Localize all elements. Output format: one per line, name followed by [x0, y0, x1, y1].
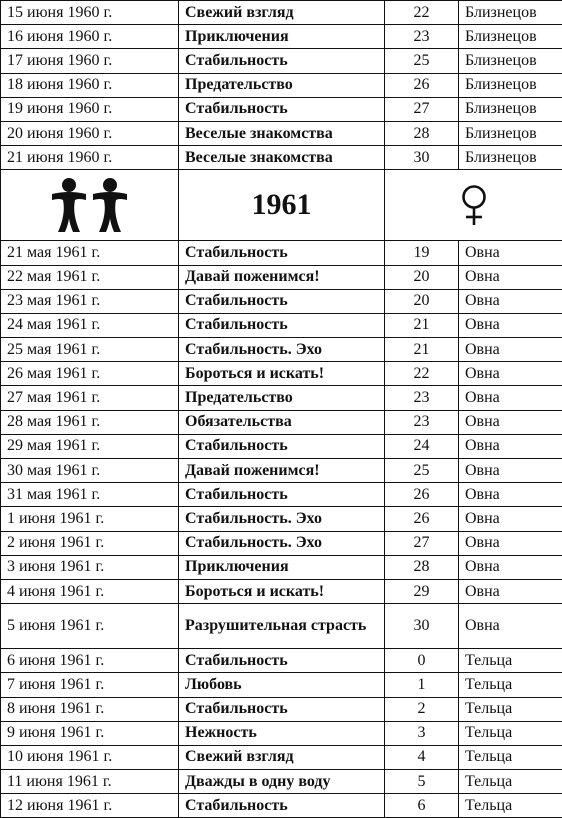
- title-cell: Веселые знакомства: [179, 146, 385, 170]
- table-row: [1, 265, 562, 289]
- date-cell: 25 мая 1961 г.: [1, 338, 179, 362]
- date-cell: 28 мая 1961 г.: [1, 410, 179, 434]
- title-cell: Стабильность: [179, 794, 385, 818]
- number-cell: 6: [385, 794, 459, 818]
- table-row: [1, 483, 562, 507]
- title-cell: Стабильность: [179, 649, 385, 673]
- table-row: [1, 555, 562, 579]
- title-cell: Стабильность: [179, 483, 385, 507]
- rows-1960: [1, 1, 562, 170]
- date-cell: 15 июня 1960 г.: [1, 1, 179, 25]
- date-cell: 17 июня 1960 г.: [1, 49, 179, 73]
- title-cell: Стабильность: [179, 241, 385, 265]
- title-cell: Бороться и искать!: [179, 579, 385, 603]
- title-cell: Стабильность: [179, 49, 385, 73]
- sign-cell: Тельца: [459, 697, 562, 721]
- title-cell: Предательство: [179, 73, 385, 97]
- number-cell: 5: [385, 770, 459, 794]
- title-cell: Стабильность: [179, 289, 385, 313]
- number-cell: 27: [385, 97, 459, 121]
- date-cell: 12 июня 1961 г.: [1, 794, 179, 818]
- title-cell: Стабильность. Эхо: [179, 507, 385, 531]
- date-cell: 11 июня 1961 г.: [1, 770, 179, 794]
- sign-cell: Овна: [459, 386, 562, 410]
- sign-cell: Близнецов: [459, 25, 562, 49]
- sign-cell: Тельца: [459, 649, 562, 673]
- date-cell: 8 июня 1961 г.: [1, 697, 179, 721]
- table-row: [1, 649, 562, 673]
- table-row: [1, 434, 562, 458]
- number-cell: 20: [385, 265, 459, 289]
- date-cell: 29 мая 1961 г.: [1, 434, 179, 458]
- date-cell: 6 июня 1961 г.: [1, 649, 179, 673]
- date-cell: 30 мая 1961 г.: [1, 459, 179, 483]
- table-row: [1, 410, 562, 434]
- title-cell: Стабильность. Эхо: [179, 531, 385, 555]
- sign-cell: Близнецов: [459, 146, 562, 170]
- number-cell: 23: [385, 386, 459, 410]
- sign-cell: Тельца: [459, 745, 562, 769]
- date-cell: 21 мая 1961 г.: [1, 241, 179, 265]
- sign-cell: Близнецов: [459, 121, 562, 145]
- sign-cell: Овна: [459, 265, 562, 289]
- sign-cell: Близнецов: [459, 1, 562, 25]
- sign-cell: Овна: [459, 313, 562, 337]
- number-cell: 2: [385, 697, 459, 721]
- date-cell: 5 июня 1961 г.: [1, 604, 179, 649]
- title-cell: Стабильность. Эхо: [179, 338, 385, 362]
- table-row: [1, 338, 562, 362]
- number-cell: 22: [385, 1, 459, 25]
- table-row: [1, 770, 562, 794]
- sign-cell: Тельца: [459, 721, 562, 745]
- sign-cell: Близнецов: [459, 49, 562, 73]
- table-row: [1, 97, 562, 121]
- table-row: [1, 25, 562, 49]
- table-row: [1, 794, 562, 818]
- number-cell: 30: [385, 604, 459, 649]
- title-cell: Стабильность: [179, 313, 385, 337]
- number-cell: 28: [385, 121, 459, 145]
- title-cell: Любовь: [179, 673, 385, 697]
- table-row: [1, 49, 562, 73]
- gemini-twins-icon: [1, 170, 179, 241]
- title-cell: Нежность: [179, 721, 385, 745]
- table-row: [1, 289, 562, 313]
- year-header-row: [1, 170, 562, 241]
- number-cell: 3: [385, 721, 459, 745]
- table-row: [1, 362, 562, 386]
- table-row: [1, 241, 562, 265]
- number-cell: 23: [385, 25, 459, 49]
- sign-cell: Овна: [459, 241, 562, 265]
- title-cell: Давай поженимся!: [179, 265, 385, 289]
- date-cell: 23 мая 1961 г.: [1, 289, 179, 313]
- number-cell: 30: [385, 146, 459, 170]
- number-cell: 26: [385, 483, 459, 507]
- sign-cell: Овна: [459, 289, 562, 313]
- number-cell: 21: [385, 313, 459, 337]
- title-cell: Стабильность: [179, 697, 385, 721]
- sign-cell: Овна: [459, 555, 562, 579]
- date-cell: 22 мая 1961 г.: [1, 265, 179, 289]
- date-cell: 9 июня 1961 г.: [1, 721, 179, 745]
- table-row: [1, 121, 562, 145]
- title-cell: Стабильность: [179, 434, 385, 458]
- title-cell: Дважды в одну воду: [179, 770, 385, 794]
- sign-cell: Овна: [459, 338, 562, 362]
- number-cell: 25: [385, 49, 459, 73]
- sign-cell: Близнецов: [459, 97, 562, 121]
- title-cell: Приключения: [179, 555, 385, 579]
- sign-cell: Овна: [459, 483, 562, 507]
- sign-cell: Овна: [459, 362, 562, 386]
- title-cell: Веселые знакомства: [179, 121, 385, 145]
- sign-cell: Овна: [459, 434, 562, 458]
- sign-cell: Овна: [459, 579, 562, 603]
- number-cell: 0: [385, 649, 459, 673]
- sign-cell: Овна: [459, 410, 562, 434]
- date-cell: 10 июня 1961 г.: [1, 745, 179, 769]
- rows-1961: [1, 241, 562, 818]
- date-cell: 24 мая 1961 г.: [1, 313, 179, 337]
- date-cell: 4 июня 1961 г.: [1, 579, 179, 603]
- date-cell: 27 мая 1961 г.: [1, 386, 179, 410]
- number-cell: 24: [385, 434, 459, 458]
- number-cell: 29: [385, 579, 459, 603]
- table-row: [1, 386, 562, 410]
- title-cell: Обязательства: [179, 410, 385, 434]
- sign-cell: Тельца: [459, 794, 562, 818]
- number-cell: 23: [385, 410, 459, 434]
- number-cell: 27: [385, 531, 459, 555]
- table-row: [1, 531, 562, 555]
- table-row: [1, 146, 562, 170]
- table-row: [1, 313, 562, 337]
- date-cell: 2 июня 1961 г.: [1, 531, 179, 555]
- number-cell: 20: [385, 289, 459, 313]
- table-row: [1, 73, 562, 97]
- sign-cell: Тельца: [459, 770, 562, 794]
- venus-icon: [385, 170, 562, 241]
- number-cell: 21: [385, 338, 459, 362]
- date-cell: 26 мая 1961 г.: [1, 362, 179, 386]
- title-cell: Разрушительная страсть: [179, 604, 385, 649]
- sign-cell: Овна: [459, 459, 562, 483]
- sign-cell: Тельца: [459, 673, 562, 697]
- sign-cell: Овна: [459, 507, 562, 531]
- table-row: [1, 459, 562, 483]
- number-cell: 19: [385, 241, 459, 265]
- date-cell: 3 июня 1961 г.: [1, 555, 179, 579]
- sign-cell: Близнецов: [459, 73, 562, 97]
- date-cell: 16 июня 1960 г.: [1, 25, 179, 49]
- number-cell: 26: [385, 73, 459, 97]
- title-cell: Приключения: [179, 25, 385, 49]
- date-cell: 19 июня 1960 г.: [1, 97, 179, 121]
- table-row: [1, 579, 562, 603]
- number-cell: 28: [385, 555, 459, 579]
- title-cell: Давай поженимся!: [179, 459, 385, 483]
- sign-cell: Овна: [459, 604, 562, 649]
- date-cell: 21 июня 1960 г.: [1, 146, 179, 170]
- number-cell: 22: [385, 362, 459, 386]
- date-cell: 1 июня 1961 г.: [1, 507, 179, 531]
- date-cell: 7 июня 1961 г.: [1, 673, 179, 697]
- number-cell: 4: [385, 745, 459, 769]
- sign-cell: Овна: [459, 531, 562, 555]
- number-cell: 26: [385, 507, 459, 531]
- number-cell: 1: [385, 673, 459, 697]
- table-row: [1, 673, 562, 697]
- table-row: [1, 1, 562, 25]
- title-cell: Предательство: [179, 386, 385, 410]
- table-row: [1, 745, 562, 769]
- title-cell: Свежий взгляд: [179, 1, 385, 25]
- date-cell: 18 июня 1960 г.: [1, 73, 179, 97]
- year-header: [1, 170, 562, 241]
- table-row: [1, 604, 562, 649]
- year-label: 1961: [179, 170, 385, 241]
- table-row: [1, 697, 562, 721]
- title-cell: Бороться и искать!: [179, 362, 385, 386]
- title-cell: Стабильность: [179, 97, 385, 121]
- table-row: [1, 507, 562, 531]
- date-cell: 31 мая 1961 г.: [1, 483, 179, 507]
- number-cell: 25: [385, 459, 459, 483]
- date-cell: 20 июня 1960 г.: [1, 121, 179, 145]
- title-cell: Свежий взгляд: [179, 745, 385, 769]
- table-row: [1, 721, 562, 745]
